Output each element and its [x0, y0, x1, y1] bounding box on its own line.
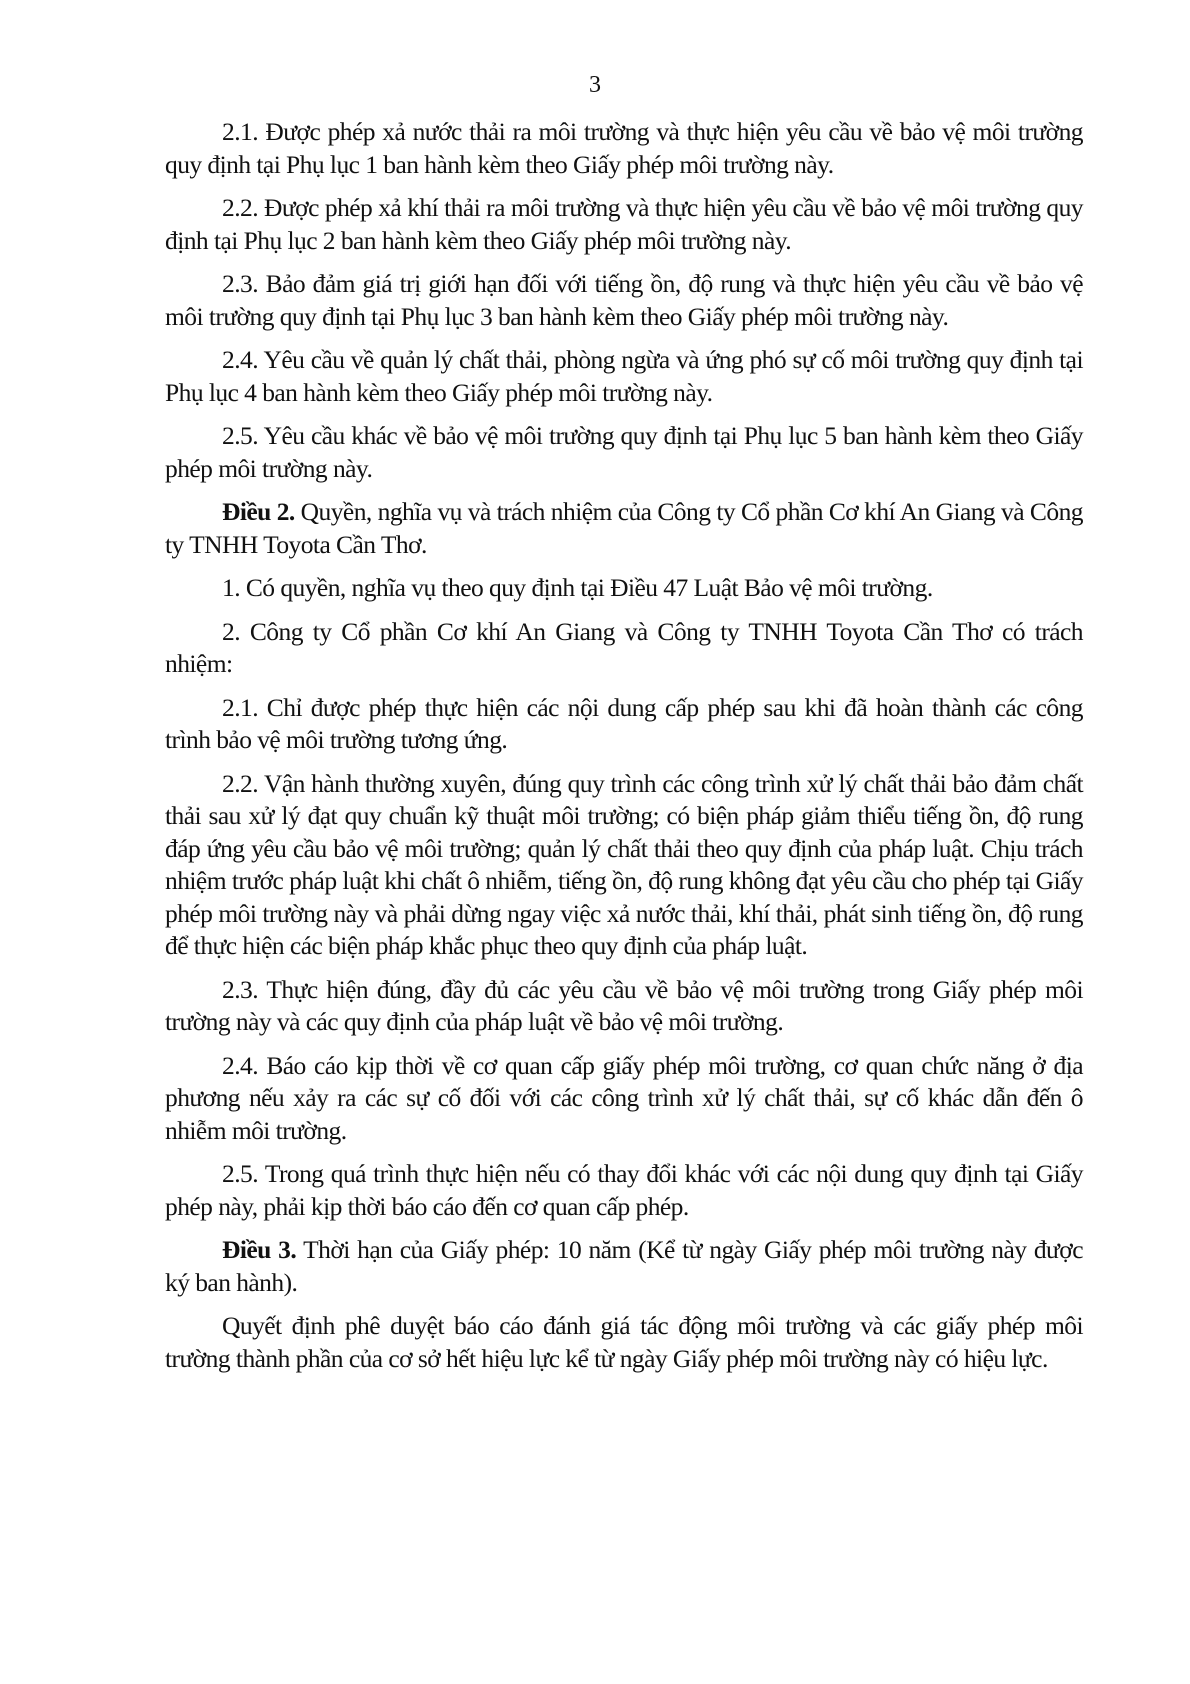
paragraph-2-5-changes: 2.5. Trong quá trình thực hiện nếu có thay đổi khác với các nội dung quy định tại Giấy phép này, phải kịp thời báo cáo đến cơ quan cấp phép.: [165, 1159, 1083, 1221]
paragraph-2-3-noise: 2.3. Bảo đảm giá trị giới hạn đối với tiếng ồn, độ rung và thực hiện yêu cầu về bảo vệ môi trường quy định tại Phụ lục 3 ban hành kèm theo Giấy phép môi trường này.: [165, 269, 1083, 331]
paragraph-2-2-operation: 2.2. Vận hành thường xuyên, đúng quy trình các công trình xử lý chất thải bảo đảm chất thải sau xử lý đạt quy chuẩn kỹ thuật môi trường; có biện pháp giảm thiểu tiếng ồn, độ rung đáp ứng yêu cầu bảo vệ môi trường; quản lý chất thải theo quy định của pháp luật. Chịu trách nhiệm trước pháp luật khi chất ô nhiễm, tiếng ồn, độ rung không đạt yêu cầu cho phép tại Giấy phép môi trường này và phải dừng ngay việc xả nước thải, khí thải, phát sinh tiếng ồn, độ rung để thực hiện các biện pháp khắc phục theo quy định của pháp luật.: [165, 768, 1083, 960]
paragraph-2-1-wastewater: 2.1. Được phép xả nước thải ra môi trường và thực hiện yêu cầu về bảo vệ môi trường quy định tại Phụ lục 1 ban hành kèm theo Giấy phép môi trường này.: [165, 117, 1083, 179]
paragraph-2-1-permitted-content: 2.1. Chỉ được phép thực hiện các nội dung cấp phép sau khi đã hoàn thành các công trình bảo vệ môi trường tương ứng.: [165, 692, 1083, 754]
article-2-label: Điều 2.: [222, 497, 295, 526]
page-number: 3: [589, 72, 601, 98]
paragraph-2-4-reporting: 2.4. Báo cáo kịp thời về cơ quan cấp giấy phép môi trường, cơ quan chức năng ở địa phương nếu xảy ra các sự cố đối với các công trình xử lý chất thải, sự cố khác dẫn đến ô nhiễm môi trường.: [165, 1050, 1083, 1145]
paragraph-2-2-emissions: 2.2. Được phép xả khí thải ra môi trường và thực hiện yêu cầu về bảo vệ môi trường quy định tại Phụ lục 2 ban hành kèm theo Giấy phép môi trường này.: [165, 193, 1083, 255]
article-3-label: Điều 3.: [222, 1235, 297, 1264]
paragraph-2-4-waste-management: 2.4. Yêu cầu về quản lý chất thải, phòng ngừa và ứng phó sự cố môi trường quy định tại Phụ lục 4 ban hành kèm theo Giấy phép môi trường này.: [165, 345, 1083, 407]
paragraph-2-responsibilities: 2. Công ty Cổ phần Cơ khí An Giang và Công ty TNHH Toyota Cần Thơ có trách nhiệm:: [165, 616, 1083, 678]
article-3-term: Điều 3. Thời hạn của Giấy phép: 10 năm (Kể từ ngày Giấy phép môi trường này được ký ban hành).: [165, 1235, 1083, 1297]
document-body: [165, 116, 1083, 1386]
article-2-heading: Điều 2. Quyền, nghĩa vụ và trách nhiệm của Công ty Cổ phần Cơ khí An Giang và Công ty TNHH Toyota Cần Thơ.: [165, 497, 1083, 559]
paragraph-1-rights: 1. Có quyền, nghĩa vụ theo quy định tại Điều 47 Luật Bảo vệ môi trường.: [222, 573, 933, 602]
paragraph-decision-expiry: Quyết định phê duyệt báo cáo đánh giá tác động môi trường và các giấy phép môi trường thành phần của cơ sở hết hiệu lực kể từ ngày Giấy phép môi trường này có hiệu lực.: [165, 1311, 1083, 1373]
paragraph-2-3-compliance: 2.3. Thực hiện đúng, đầy đủ các yêu cầu về bảo vệ môi trường trong Giấy phép môi trường này và các quy định của pháp luật về bảo vệ môi trường.: [165, 974, 1083, 1036]
paragraph-2-5-other-requirements: 2.5. Yêu cầu khác về bảo vệ môi trường quy định tại Phụ lục 5 ban hành kèm theo Giấy phép môi trường này.: [165, 421, 1083, 483]
